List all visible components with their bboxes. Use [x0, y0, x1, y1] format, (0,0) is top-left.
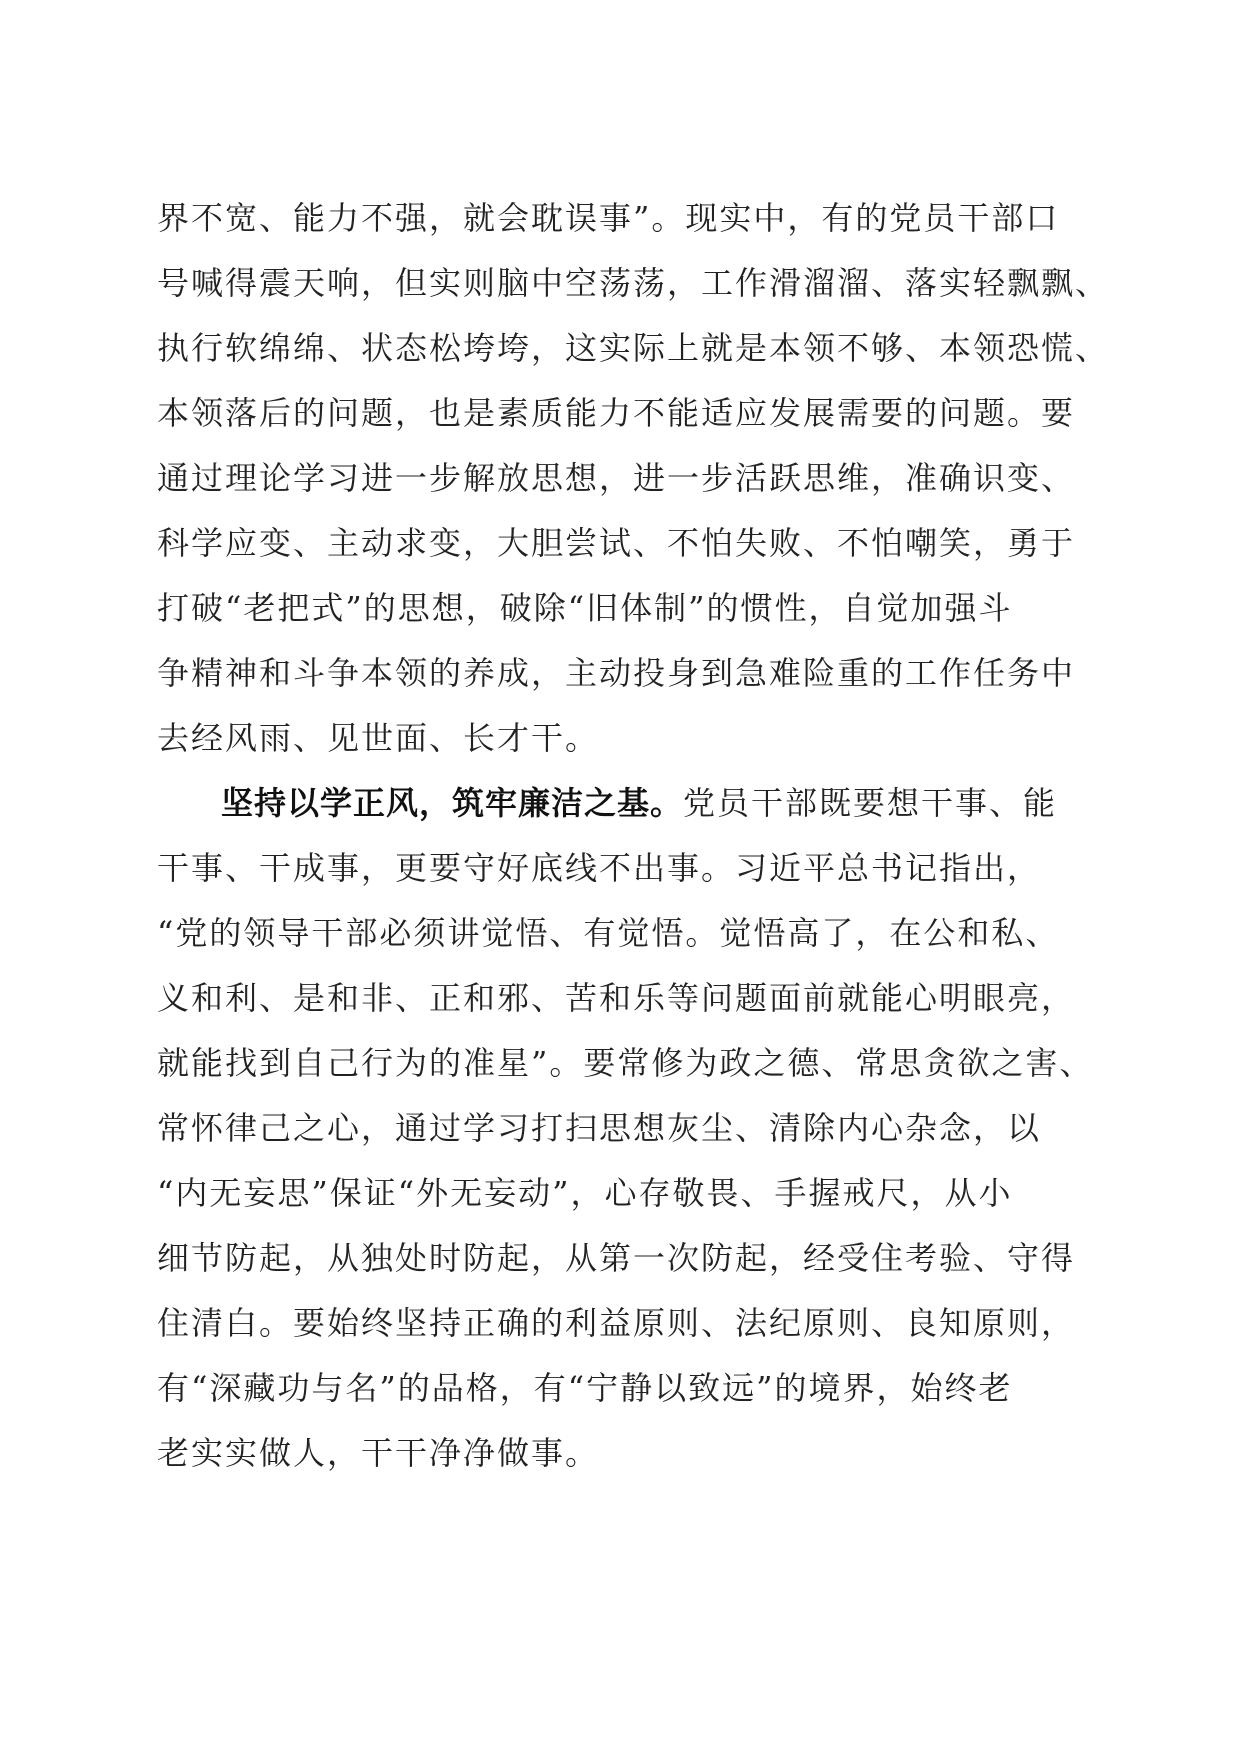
- paragraph-2-line-2: 干事、干成事，更要守好底线不出事。习近平总书记指出，: [157, 849, 1042, 887]
- paragraph-2-line-9: 住清白。要始终坚持正确的利益原则、法纪原则、良知原则，: [157, 1304, 1076, 1342]
- paragraph-1-line-6: 科学应变、主动求变，大胆尝试、不怕失败、不怕嘲笑，勇于: [157, 524, 1076, 562]
- paragraph-1-line-5: 通过理论学习进一步解放思想，进一步活跃思维，准确识变、: [157, 459, 1076, 497]
- paragraph-1-line-7: 打破“老把式”的思想，破除“旧体制”的惯性，自觉加强斗: [157, 589, 1013, 627]
- paragraph-2-line-8: 细节防起，从独处时防起，从第一次防起，经受住考验、守得: [157, 1239, 1076, 1277]
- paragraph-1-line-4: 本领落后的问题，也是素质能力不能适应发展需要的问题。要: [157, 394, 1076, 432]
- document-body: [157, 186, 1117, 1486]
- paragraph-2-line-3: “党的领导干部必须讲觉悟、有觉悟。觉悟高了，在公和私、: [157, 914, 1060, 952]
- paragraph-1-line-9: 去经风雨、见世面、长才干。: [157, 719, 600, 757]
- paragraph-1-line-1: 界不宽、能力不强，就会耽误事”。现实中，有的党员干部口: [157, 199, 1060, 237]
- paragraph-2-line-5: 就能找到自己行为的准星”。要常修为政之德、常思贪欲之害、: [157, 1044, 1094, 1082]
- paragraph-2-line-4: 义和利、是和非、正和邪、苦和乐等问题面前就能心明眼亮，: [157, 979, 1076, 1017]
- paragraph-1-line-8: 争精神和斗争本领的养成，主动投身到急难险重的工作任务中: [157, 654, 1076, 692]
- paragraph-2-line-11: 老实实做人，干干净净做事。: [157, 1434, 600, 1472]
- paragraph-1-line-2: 号喊得震天响，但实则脑中空荡荡，工作滑溜溜、落实轻飘飘、: [157, 264, 1110, 302]
- paragraph-2-first-line-text: 党员干部既要想干事、能: [683, 784, 1058, 822]
- paragraph-2-line-10: 有“深藏功与名”的品格，有“宁静以致远”的境界，始终老: [157, 1369, 1013, 1407]
- paragraph-2-line-7: “内无妄思”保证“外无妄动”，心存敬畏、手握戒尺，从小: [157, 1174, 1013, 1212]
- paragraph-1-line-3: 执行软绵绵、状态松垮垮，这实际上就是本领不够、本领恐慌、: [157, 329, 1110, 367]
- paragraph-2-heading: 坚持以学正风，筑牢廉洁之基。: [221, 784, 684, 822]
- paragraph-2-line-6: 常怀律己之心，通过学习打扫思想灰尘、清除内心杂念，以: [157, 1109, 1042, 1147]
- paragraph-2-first-line: [157, 771, 1117, 836]
